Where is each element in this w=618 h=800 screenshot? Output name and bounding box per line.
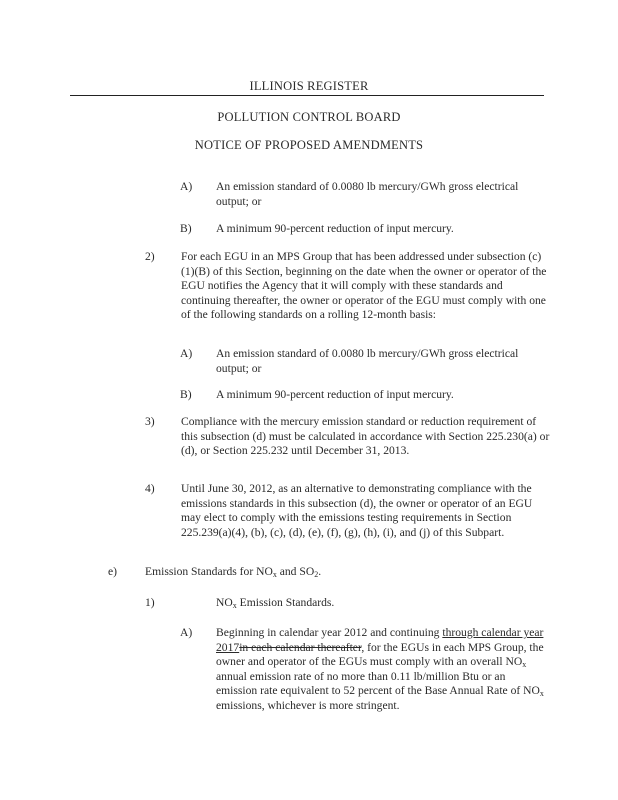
item-label: A) (180, 347, 193, 360)
paragraph-eA: Beginning in calendar year 2012 and continuing through calendar year 2017in each calendar thereafter, for the EGUs in each MPS Group, the owner and operator of the EGUs must comply with an overall $NO_x$ annual emission rate of no more than 0.11 lb/million Btu or an emission rate equivalent to 52 percent of the Base Annual Rate of $NO_x$ emissions, whichever is more stringent. (216, 626, 544, 712)
paragraph-3: Compliance with the mercury emission standard or reduction requirement of this subsection (d) must be calculated in accordance with Section 225.230(a) or (d), or Section 225.232 until December 31, 2013. (181, 415, 550, 458)
paragraph-b2: A minimum 90-percent reduction of input mercury. (216, 388, 454, 401)
heading-e: Emission Standards for $NO_x$ and $SO_2$. (145, 565, 322, 579)
item-label: 1) (145, 596, 155, 609)
board-title: POLLUTION CONTROL BOARD (217, 110, 401, 124)
paragraph-a1: An emission standard of 0.0080 lb mercury/GWh gross electrical output; or (216, 180, 519, 208)
notice-title: NOTICE OF PROPOSED AMENDMENTS (194, 138, 424, 152)
item-label: B) (180, 388, 192, 401)
item-label: A) (180, 180, 193, 193)
paragraph-a2: An emission standard of 0.0080 lb mercury/GWh gross electrical output; or (216, 347, 519, 375)
inserted-text: through calendar year 2017 (216, 626, 544, 654)
paragraph-2: For each EGU in an MPS Group that has been addressed under subsection (c)(1)(B) of this Section, beginning on the date when the owner or operator of the EGU notifies the Agency that it will comply with these standards and continuing thereafter, the owner or operator of the EGU must comply with one of the following standards on a rolling 12-month basis: (181, 250, 547, 322)
heading-e1: $NO_x$ Emission Standards. (216, 596, 335, 610)
header-divider (70, 95, 544, 96)
paragraph-b1: A minimum 90-percent reduction of input mercury. (216, 222, 454, 235)
item-label: 3) (145, 415, 155, 428)
deleted-text: in each calendar thereafter (239, 640, 362, 654)
item-label: 2) (145, 250, 155, 263)
item-label: 4) (145, 482, 155, 495)
item-label: B) (180, 222, 192, 235)
paragraph-4: Until June 30, 2012, as an alternative to demonstrating compliance with the emissions standards in this subsection (d), the owner or operator of an EGU may elect to comply with the emissions testing requirements in Section 225.239(a)(4), (b), (c), (d), (e), (f), (g), (h), (i), and (j) of this Subpart. (181, 482, 533, 539)
item-label: e) (108, 565, 118, 578)
item-label: A) (180, 626, 193, 639)
register-title: ILLINOIS REGISTER (249, 79, 369, 93)
